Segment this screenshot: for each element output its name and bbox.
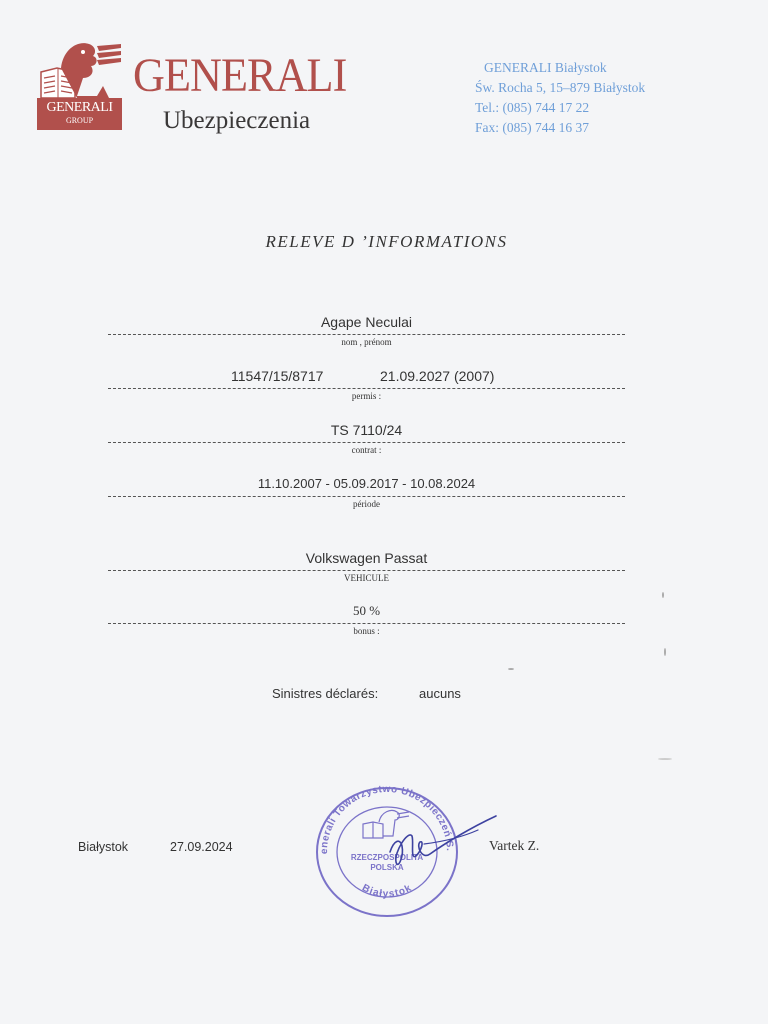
scan-speck (508, 668, 514, 670)
logo-text: GENERALI (46, 100, 113, 115)
dashed-line (108, 623, 625, 624)
logo-group-text: GROUP (65, 116, 94, 125)
permis-validity: 21.09.2027 (2007) (380, 368, 495, 384)
place: Białystok (78, 840, 129, 854)
dashed-line (108, 442, 625, 443)
permis-field (108, 368, 625, 401)
svg-text:Białystok (360, 883, 414, 900)
signature-icon (360, 800, 500, 880)
address-fax: Fax: (085) 744 16 37 (475, 120, 589, 135)
claims-value: aucuns (419, 686, 461, 701)
address-line-2: Św. Rocha 5, 15–879 Białystok (475, 80, 646, 95)
brand-name: GENERALI (133, 49, 347, 102)
name-caption: nom , prénom (341, 337, 392, 347)
dashed-line (108, 388, 625, 389)
stamp-center-line-2: POLSKA (370, 863, 404, 872)
permis-caption: permis : (351, 391, 382, 401)
signer-name: Vartek Z. (489, 838, 540, 853)
periode-value: 11.10.2007 - 05.09.2017 - 10.08.2024 (257, 476, 476, 491)
vehicule-value: Volkswagen Passat (305, 550, 428, 566)
scan-speck (664, 648, 666, 656)
issue-date: 27.09.2024 (170, 840, 233, 854)
claims-label: Sinistres déclarés: (272, 686, 379, 701)
stamp-bottom-text: Białystok (360, 882, 414, 900)
vehicule-caption: VEHICULE (344, 573, 389, 583)
vehicule-field (108, 550, 625, 583)
scan-speck (658, 758, 672, 760)
dashed-line (108, 570, 625, 571)
document-title: RELEVE D ’INFORMATIONS (265, 232, 508, 251)
generali-lion-logo (37, 38, 122, 130)
bonus-field (108, 603, 625, 636)
dashed-line (108, 334, 625, 335)
company-address (475, 58, 645, 138)
contrat-caption: contrat : (351, 445, 382, 455)
contrat-field (108, 422, 625, 455)
bonus-caption: bonus : (353, 626, 380, 636)
address-phone: Tel.: (085) 744 17 22 (475, 100, 590, 115)
name-field (108, 314, 625, 347)
name-value: Agape Neculai (320, 314, 413, 330)
address-line-1: GENERALI Białystok (484, 60, 607, 75)
contrat-value: TS 7110/24 (330, 422, 403, 438)
handwritten-signature (360, 800, 500, 880)
brand-subtitle: Ubezpieczenia (163, 107, 311, 134)
permis-number: 11547/15/8717 (231, 368, 324, 384)
dashed-line (108, 496, 625, 497)
periode-field (108, 476, 625, 509)
stamp-top-text: enerali Towarzystwo Ubezpieczeń S. (318, 783, 456, 855)
periode-caption: période (353, 499, 380, 509)
permis-values (108, 368, 625, 388)
scan-speck (662, 592, 664, 598)
bonus-value: 50 % (352, 603, 381, 618)
stamp-center-line-1: RZECZPOSPOLITA (350, 853, 424, 862)
